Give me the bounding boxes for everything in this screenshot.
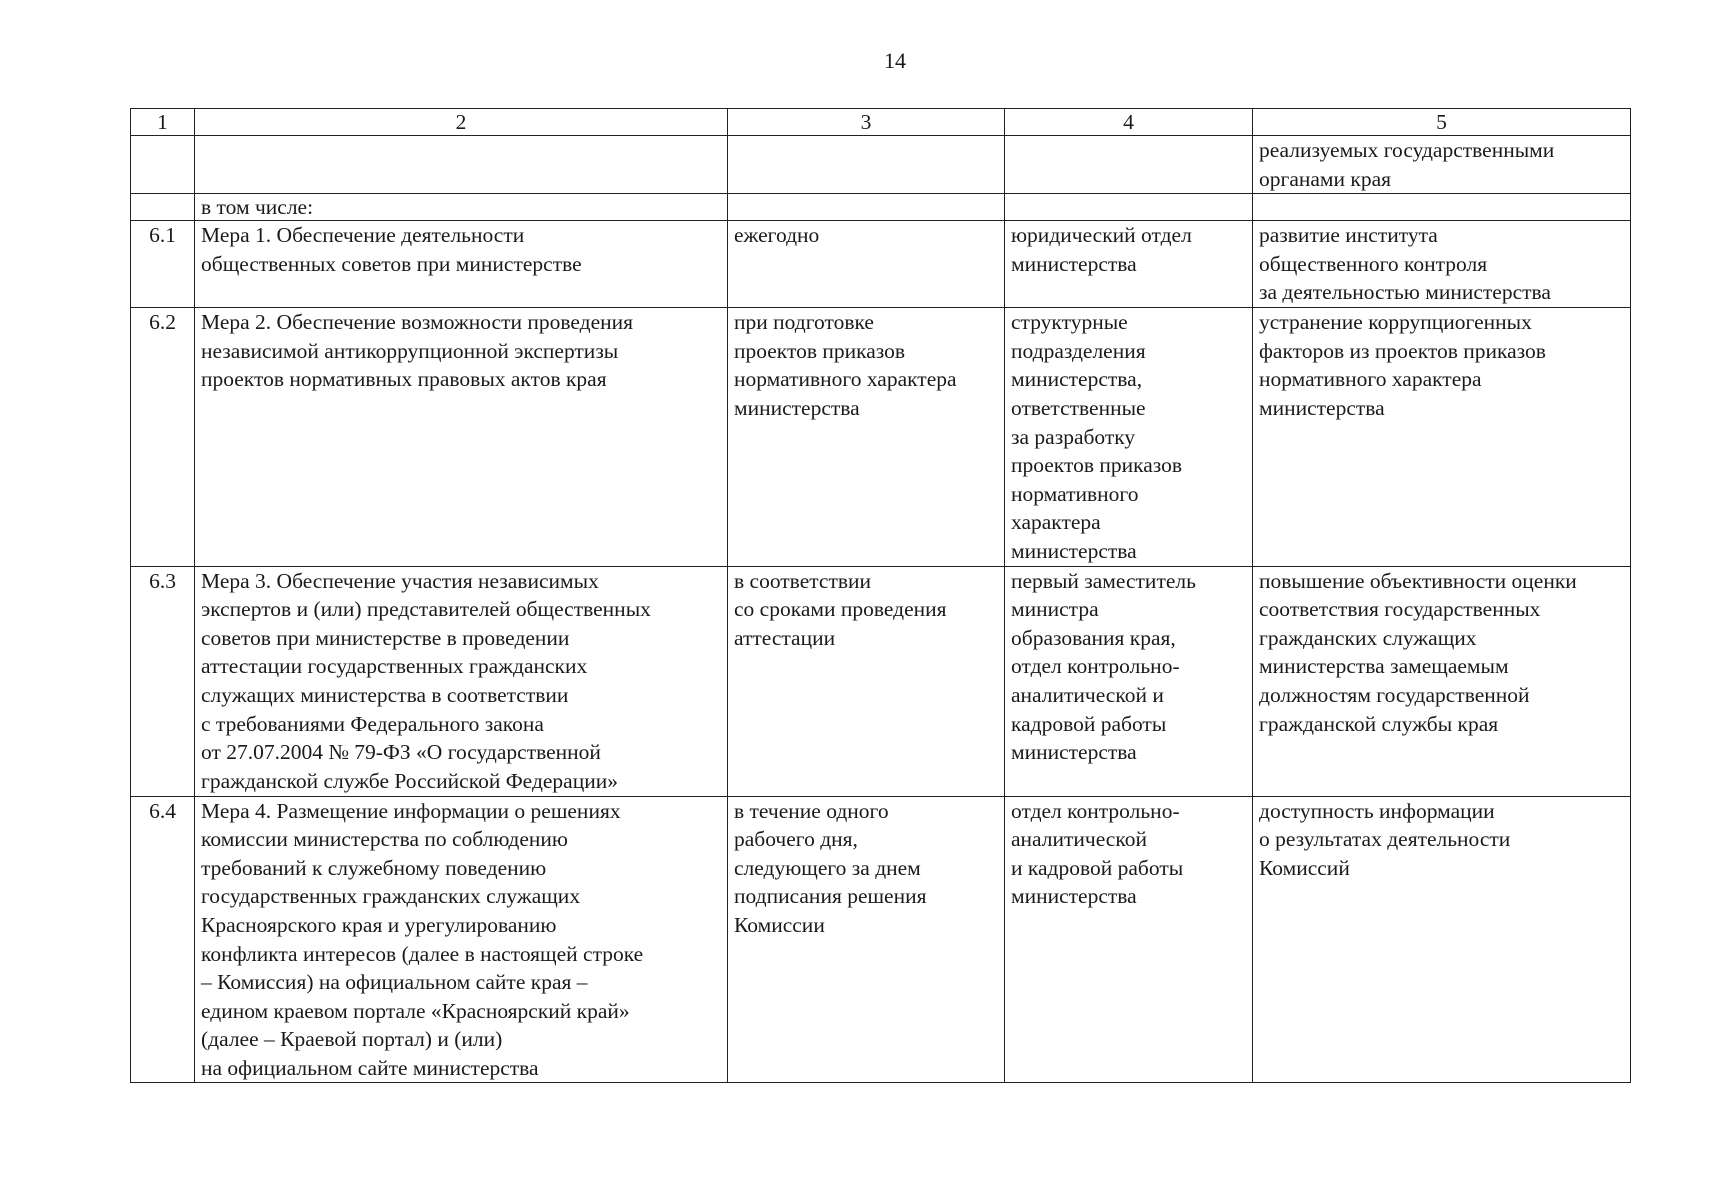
table-cell bbox=[131, 136, 195, 194]
table-cell bbox=[131, 194, 195, 221]
result-cell: развитие института общественного контроля за деятельностью министерства bbox=[1253, 221, 1631, 308]
table-cell bbox=[728, 136, 1005, 194]
subheading-cell: в том числе: bbox=[195, 194, 728, 221]
responsible-cell: первый заместитель министра образования края, отдел контрольно- аналитической и кадровой работы министерства bbox=[1005, 566, 1253, 796]
table-cell bbox=[1253, 194, 1631, 221]
result-cell: повышение объективности оценки соответствия государственных гражданских служащих министерства замещаемым должностям государственной гражданской службы края bbox=[1253, 566, 1631, 796]
column-header: 4 bbox=[1005, 109, 1253, 136]
responsible-cell: отдел контрольно- аналитической и кадровой работы министерства bbox=[1005, 796, 1253, 1083]
measure-cell: Мера 2. Обеспечение возможности проведения независимой антикоррупционной экспертизы проектов нормативных правовых актов края bbox=[195, 308, 728, 566]
column-header: 2 bbox=[195, 109, 728, 136]
table-row bbox=[131, 136, 1631, 194]
table-row bbox=[131, 308, 1631, 566]
responsible-cell: структурные подразделения министерства, ответственные за разработку проектов приказов нормативного характера министерства bbox=[1005, 308, 1253, 566]
result-cell: доступность информации о результатах деятельности Комиссий bbox=[1253, 796, 1631, 1083]
table-cell bbox=[195, 136, 728, 194]
table-cell bbox=[728, 194, 1005, 221]
column-header: 1 bbox=[131, 109, 195, 136]
responsible-cell: юридический отдел министерства bbox=[1005, 221, 1253, 308]
result-cell: реализуемых государственными органами края bbox=[1253, 136, 1631, 194]
row-number: 6.1 bbox=[131, 221, 195, 308]
table-cell bbox=[1005, 136, 1253, 194]
row-number: 6.2 bbox=[131, 308, 195, 566]
table-row bbox=[131, 796, 1631, 1083]
table-header-row bbox=[131, 109, 1631, 136]
table-cell bbox=[1005, 194, 1253, 221]
term-cell: в течение одного рабочего дня, следующего за днем подписания решения Комиссии bbox=[728, 796, 1005, 1083]
term-cell: при подготовке проектов приказов нормативного характера министерства bbox=[728, 308, 1005, 566]
term-cell: ежегодно bbox=[728, 221, 1005, 308]
term-cell: в соответствии со сроками проведения аттестации bbox=[728, 566, 1005, 796]
measure-cell: Мера 4. Размещение информации о решениях комиссии министерства по соблюдению требований к служебному поведению государственных гражданских служащих Красноярского края и урегулированию конфликта интересов (далее в настоящей строке – Комиссия) на официальном сайте края – едином краевом портале «Красноярский край» (далее – Краевой портал) и (или) на официальном сайте министерства bbox=[195, 796, 728, 1083]
measure-cell: Мера 1. Обеспечение деятельности общественных советов при министерстве bbox=[195, 221, 728, 308]
row-number: 6.4 bbox=[131, 796, 195, 1083]
column-header: 5 bbox=[1253, 109, 1631, 136]
measure-cell: Мера 3. Обеспечение участия независимых экспертов и (или) представителей общественных советов при министерстве в проведении аттестации государственных гражданских служащих министерства в соответствии с требованиями Федерального закона от 27.07.2004 № 79-ФЗ «О государственной гражданской службе Российской Федерации» bbox=[195, 566, 728, 796]
measures-table bbox=[130, 108, 1631, 1083]
result-cell: устранение коррупциогенных факторов из проектов приказов нормативного характера министерства bbox=[1253, 308, 1631, 566]
table-row bbox=[131, 566, 1631, 796]
row-number: 6.3 bbox=[131, 566, 195, 796]
table-row bbox=[131, 194, 1631, 221]
table-row bbox=[131, 221, 1631, 308]
page-number: 14 bbox=[884, 48, 906, 73]
column-header: 3 bbox=[728, 109, 1005, 136]
